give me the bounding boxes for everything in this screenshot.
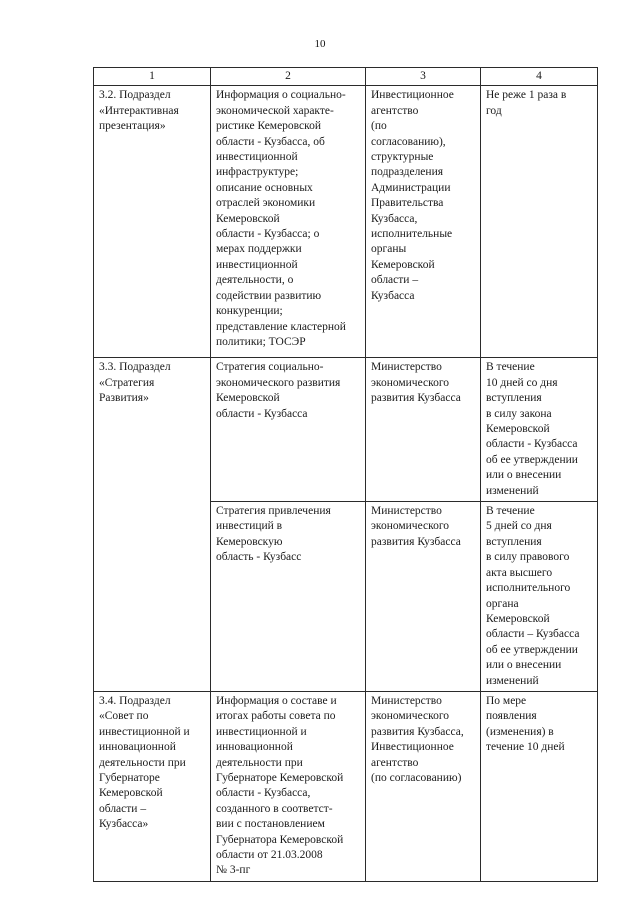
section-cell: 3.4. Подраздел «Совет по инвестиционной и инновационной деятельности при Губернаторе Кемеровской области – Кузбасса» xyxy=(94,691,211,881)
column-header: 1 xyxy=(94,68,211,86)
responsible-cell: Инвестиционное агентство (по согласованию), структурные подразделения Администрации Правительства Кузбасса, исполнительные органы Кемеровской области – Кузбасса xyxy=(366,86,481,358)
section-cell: 3.2. Подраздел «Интерактивная презентация» xyxy=(94,86,211,358)
table-row xyxy=(94,86,598,358)
document-table xyxy=(93,67,598,882)
term-cell: В течение 5 дней со дня вступления в силу правового акта высшего исполнительного органа Кемеровской области – Кузбасса об ее утверждении или о внесении изменений xyxy=(481,502,598,692)
column-header: 3 xyxy=(366,68,481,86)
term-cell: Не реже 1 раза в год xyxy=(481,86,598,358)
info-cell: Стратегия социально- экономического развития Кемеровской области - Кузбасса xyxy=(211,358,366,502)
responsible-cell: Министерство экономического развития Кузбасса, Инвестиционное агентство (по согласованию) xyxy=(366,691,481,881)
column-header: 2 xyxy=(211,68,366,86)
info-cell: Информация о социально- экономической характе- ристике Кемеровской области - Кузбасса, об инвестиционной инфраструктуре; описание основных отраслей экономики Кемеровской области - Кузбасса; о мерах поддержки инвестиционной деятельности, о содействии развитию конкуренции; представление кластерной политики; ТОСЭР xyxy=(211,86,366,358)
info-cell: Стратегия привлечения инвестиций в Кемеровскую область - Кузбасс xyxy=(211,502,366,692)
column-header: 4 xyxy=(481,68,598,86)
section-cell: 3.3. Подраздел «Стратегия Развития» xyxy=(94,358,211,692)
table-row xyxy=(94,691,598,881)
info-cell: Информация о составе и итогах работы совета по инвестиционной и инновационной деятельности при Губернаторе Кемеровской области - Кузбасса, созданного в соответст- вии с постановлением Губернатора Кемеровской области от 21.03.2008 № 3-пг xyxy=(211,691,366,881)
term-cell: По мере появления (изменения) в течение 10 дней xyxy=(481,691,598,881)
table-header-row xyxy=(94,68,598,86)
table-row xyxy=(94,358,598,502)
responsible-cell: Министерство экономического развития Кузбасса xyxy=(366,358,481,502)
responsible-cell: Министерство экономического развития Кузбасса xyxy=(366,502,481,692)
term-cell: В течение 10 дней со дня вступления в силу закона Кемеровской области - Кузбасса об ее утверждении или о внесении изменений xyxy=(481,358,598,502)
page-number: 10 xyxy=(314,38,326,50)
